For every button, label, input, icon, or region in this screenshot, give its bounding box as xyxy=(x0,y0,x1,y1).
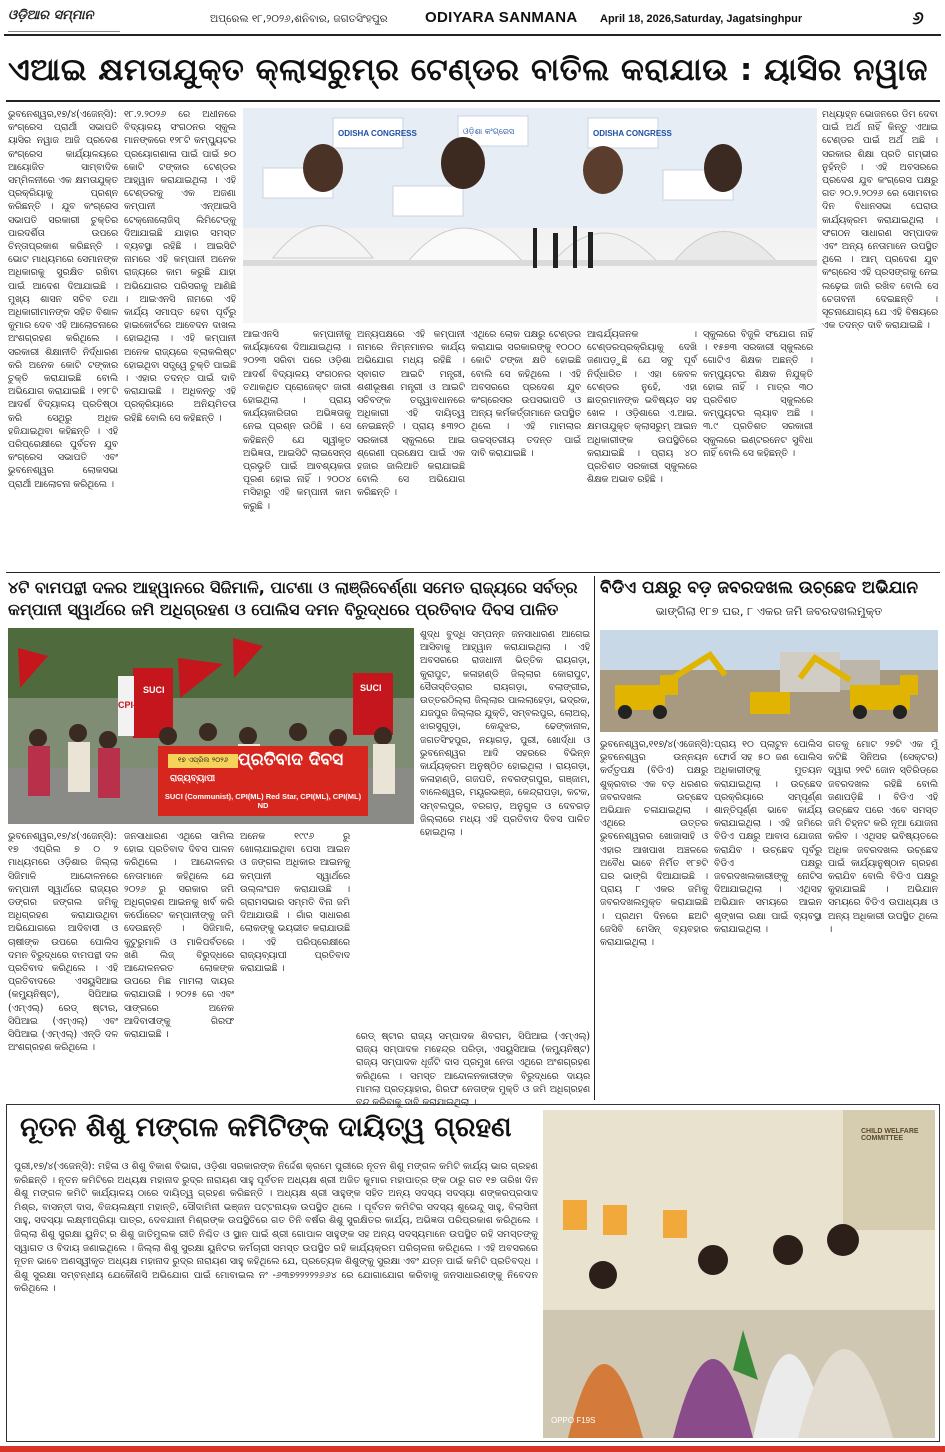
story4-headline: ନୂତନ ଶିଶୁ ମଙ୍ଗଳ କମିଟିଙ୍କ ଦାୟିତ୍ୱ ଗ୍ରହଣ xyxy=(20,1112,512,1143)
story3-col1 xyxy=(600,738,714,1098)
story1-col6-text: ଆଶ୍ଚର୍ଯ୍ୟଜନକ । ଟେଣ୍ଡରପ୍ରକ୍ରିୟାକୁ ଦେଖି ଜଣାପଡ଼ୁଛି ଯେ ସବୁ ପୂର୍ବ ନିର୍ଦ୍ଧାରିତ । ଏହା କେବଳ ଟେଣ୍ଡର ନୁହେଁ, ଏହା ଛାତ୍ରମାନଙ୍କ ଭବିଷ୍ୟତ ସହ ଖେଳ । ଓଡ଼ିଶାରେ ଏ.ଆଇ. କ୍ଷମତାଯୁକ୍ତ କ୍ଲାସରୁମ୍ ଆଇନ ଅଧିକାରୀଙ୍କ ଉପସ୍ଥିତିରେ କରାଯାଇଛି । ପ୍ରାୟ ୪୦ ପ୍ରତିଶତ ସରକାରୀ ସ୍କୁଲରେ ଶିକ୍ଷକ ଅଭାବ ରହିଛି । xyxy=(587,329,697,486)
story3-col3 xyxy=(828,738,938,1098)
story1-col1-text: ଭୁବନେଶ୍ୱର,୧୭/୪(ଏଜେନ୍ସି): କଂଗ୍ରେସ ପ୍ରାର୍ଥୀ ସଭାପତି ୟାସିର ନୱାଜ ଆଜି ପ୍ରଦେଶ କଂଗ୍ରେସ କାର୍ଯ୍ୟାଳୟରେ ଆୟୋଜିତ ସାମ୍ବାଦିକ ସମ୍ମିଳନୀରେ ଏକ କ୍ଷମତାଯୁକ୍ତ ପ୍ରକ୍ରିୟାକୁ ପ୍ରଶ୍ନ କରିଛନ୍ତି । ଯୁବ କଂଗ୍ରେସ ସଭାପତି ସରକାରୀ ଚୁକ୍ତିର ପାରଦର୍ଶିତା ଉପରେ ଚିନ୍ତାପ୍ରକାଶ କରିଛନ୍ତି । ଭୋଟ ମାଧ୍ୟମରେ ସେମାନଙ୍କ ଅଧିକାରକୁ ସୁରକ୍ଷିତ ରଖିବା ପାଇଁ ଆଦେଶ ଦିଆଯାଇଛି । ମୁଖ୍ୟ ଶାସନ ସଚିବ ତଥା ଅଧିକାରୀମାନଙ୍କ ସହିତ ବିଶାଳ କୁମାର ଦେବ ଏହି ଆଲୋଚନାରେ ଅଂଶଗ୍ରହଣ କରିଥିଲେ । ସରକାରୀ ଶିକ୍ଷାନୀତି ନିର୍ଦ୍ଧାରଣ କରି ଅନେକ କୋଟି ଟଙ୍କାର ଚୁକ୍ତି କରାଯାଇଛି ବୋଲି ଅଭିଯୋଗ କରାଯାଇଛି । ୧୨୮ଟି ଆଦର୍ଶ ବିଦ୍ୟାଳୟ ପ୍ରତିଷ୍ଠା କରି ସେଥିରୁ ଅଧିକ ହଜିଯାଇଥିବା କହିଛନ୍ତି । ଏହି ପରିପ୍ରେକ୍ଷୀରେ ପୁର୍ବତନ ଯୁବ କଂଗ୍ରେସ ସଭାପତି ଏବଂ ଭୁବନେଶ୍ୱର ଲୋକସଭା ପ୍ରାର୍ଥୀ ଆଲୋଚନା କରିଥିଲେ । xyxy=(8,109,118,490)
protest-banner-date: ୧୭ ଏପ୍ରିଲ ୨୦୨୬ xyxy=(177,756,229,764)
story1-bottom-rule xyxy=(6,572,940,573)
story1-headline-rule xyxy=(6,100,940,102)
story1-col5-text: ଏଥିରେ ଲୋକ ପକ୍ଷରୁ ଟେଣ୍ଡର କରାଯାଇ ସରକାରଙ୍କୁ ୧୦୦୦ କୋଟି ଟଙ୍କା କ୍ଷତି ହୋଇଛି ବୋଲି ସେ କହିଥିଲେ । ଏହି ଅବସରରେ ପ୍ରଦେଶ ଯୁବ କଂଗ୍ରେସର ଉପସଭାପତି ଓ ଅନ୍ୟ କର୍ମକର୍ତ୍ତାମାନେ ଉପସ୍ଥିତ ଥିଲେ । ଏହି ମାମଲାର ଉଚ୍ଚସ୍ତରୀୟ ତଦନ୍ତ ପାଇଁ ଦାବି କରାଯାଇଛି । xyxy=(471,329,581,459)
story1-col8 xyxy=(822,108,938,568)
story1-col4 xyxy=(357,328,465,568)
story2-col5 xyxy=(356,1030,590,1109)
story3-col2 xyxy=(714,738,822,1098)
congress-banner-text-1: ODISHA CONGRESS xyxy=(338,129,417,138)
protest-rally-photo xyxy=(8,628,414,824)
story1-col2 xyxy=(124,108,236,568)
committee-illustration xyxy=(543,1110,935,1438)
story4-body xyxy=(14,1160,538,1436)
story1-col8-text: ମଧ୍ୟାହ୍ନ ଭୋଜନରେ ଡିମ ଦେବା ପାଇଁ ଅର୍ଥ ନାହିଁ କିନ୍ତୁ ଏଆଇ ଟେଣ୍ଡର ପାଇଁ ଅର୍ଥ ଅଛି । ସରକାର ଶିକ୍ଷା ପ୍ରତି ଗମ୍ଭୀର ନୁହଁନ୍ତି । ଏହି ଅବସରରେ ପ୍ରଦେଶ ଯୁବ କଂଗ୍ରେସ ପକ୍ଷରୁ ଗତ ୨୦.୨.୨୦୨୬ ରେ ସୋମବାର ଦିନ ବିଧାନସଭା ଘେରାଉ କାର୍ଯ୍ୟକ୍ରମ କରାଯାଇଥିଲା । ସଂଗଠନ ସାଧାରଣ ସମ୍ପାଦକ ଏବଂ ଅନ୍ୟ ନେତାମାନେ ଉପସ୍ଥିତ ଥିଲେ । ଆମ୍ ପ୍ରଦେଶ ଯୁବ କଂଗ୍ରେସ ଏହି ପ୍ରସଙ୍ଗକୁ ନେଇ ଲଢ଼େଇ ଜାରି ରଖିବ ବୋଲି ସେ ଚେତାବନୀ ଦେଇଛନ୍ତି । ସୂଚନାଯୋଗ୍ୟ ଯେ ଏହି ବିଷୟରେ ଏକ ତଦନ୍ତ ଦାବି କରାଯାଇଛି । xyxy=(822,109,938,332)
committee-photo xyxy=(543,1110,935,1438)
story3-col2-text: ପ୍ରାୟ ୧୦ ପ୍ଲାଟୁନ ପୋଲିସ ଫୋର୍ସ ସହ ୫୦ ଜଣ ପୋଲିସ ଅଧିକାରୀଙ୍କୁ ମୁତୟନ କରାଯାଇଥିଲା । ଉଚ୍ଛେଦ ପ୍ରକ୍ରିୟାରେ ସମ୍ପୂର୍ଣ୍ଣ ଶାନ୍ତିପୂର୍ଣ୍ଣ ଭାବେ କାର୍ଯ୍ୟ କରାଯାଇଥିଲା । ଏହି ଜମିରେ ବିଡିଏ ପକ୍ଷରୁ ଆବାସ ଯୋଜନା କରାଯିବ । ଉଚ୍ଛେଦ ପୂର୍ବରୁ ବିଡିଏ ପକ୍ଷରୁ ଜବରଦଖଲକାରୀଙ୍କୁ ନୋଟିସ ଦିଆଯାଇଥିଲା । ଏଥିସହ ଅଭିଯାନ ସମୟରେ ଆଇନ ଶୃଙ୍ଖଳା ରକ୍ଷା ପାଇଁ ବ୍ୟବସ୍ଥା କରାଯାଇଥିଲା । xyxy=(714,739,822,935)
story2-col4 xyxy=(240,830,350,1098)
story1-col7 xyxy=(703,328,813,568)
press-conference-photo xyxy=(243,108,817,323)
congress-banner-text-3: ODISHA CONGRESS xyxy=(593,129,672,138)
footer-accent-bar xyxy=(0,1446,945,1452)
story3-subheadline: ଭାଙ୍ଗିଲା ୧୮୭ ଘର, ୮ ଏକର ଜମି ଜବରଦଖଲମୁକ୍ତ xyxy=(655,604,883,618)
story1-col6 xyxy=(587,328,697,568)
rally-flag-3 xyxy=(360,683,382,693)
story1-col3-text: ଆଇଏନସି କମ୍ପାନୀକୁ କାର୍ଯ୍ୟାଦେଶ ଦିଆଯାଇଥିଲା । ୨୦୨୩ ସରିବା ପରେ ଓଡ଼ିଶା ଆଦର୍ଶ ବିଦ୍ୟାଳୟ ସଂଗଠନର ତଥାକଥିତ ପ୍ରୋଜେକ୍ଟ ଜାରୀ ହୋଇଥିଲା । ପ୍ରାୟ କାର୍ଯ୍ୟକାରିତାର ଅଭିଜ୍ଞତାକୁ ନେଇ ପ୍ରଶ୍ନ ଉଠିଛି । ସେ କହିଛନ୍ତି ଯେ ସ୍ୱୀକୃତ ଅଭିଜ୍ଞତା, ଆଇସିଟି ଲାଇସେନ୍ସ ପ୍ରଭୃତି ପାଇଁ ଆବଶ୍ୟକତା ପୂରଣ ହୋଇ ନାହିଁ । ୨୦୦୪ ମସିହାରୁ ଏହି କମ୍ପାନୀ କାମ କରୁଛି । xyxy=(243,329,351,512)
story2-col1-text: ଶୁଦ୍ଧ ବୁଦ୍ଧି ସମ୍ପନ୍ନ ଜନସାଧାରଣ ଆଗେଇ ଆସିବାକୁ ଆହ୍ୱାନ କରାଯାଇଥିଲା । ଏହି ଅବସରରେ ରାଜଧାନୀ ଭିତ୍ତିକ ରାୟଗଡ଼ା, କୁରାପୁଟ, କଳାହାଣ୍ଡି ଜିଲ୍ଲାର କୋରାପୁଟ, ସୈତାସ୍ତିଡ୍ରାର ରାୟଗଡ଼ା, ବଲାଙ୍ଗୀର, ଉତ୍ତରଠିଲ୍ଲା ଜିଲ୍ଲାର ପାଲଲାହେଡ଼ା, ଭଦ୍ରକ, ଯଜପୁର ଜିଲ୍ଲାର ଯୁକ୍ତି, ସମ୍ବଲପୁର, ଲୋଅର୍, ଝାରସୁଗୁଡ଼ା, କେନ୍ଦୁଝର, ଢେଙ୍କାନାଳ, ଜଗତସିଂହପୁର, ନୟାଗଡ଼, ପୁରୀ, ଖୋର୍ଦ୍ଧା ଓ ଭୁବନେଶ୍ୱର ଆଦି ସହରରେ ବିଭିନ୍ନ କାର୍ଯ୍ୟକ୍ରମ ଅନୁଷ୍ଠିତ ହୋଇଥିଲା । ରାୟଗଡ଼ା, କଳାହାଣ୍ଡି, ଗଜପତି, ନବରଙ୍ଗପୁର, ଗଞ୍ଜାମ, ବାଲେଶ୍ୱର, ମୟୂରଭଞ୍ଜ, କେନ୍ଦ୍ରାପଡ଼ା, କଟକ, ସମ୍ବଲପୁର, ବରଗଡ଼, ଅନୁଗୁଳ ଓ ଦେବଗଡ଼ ଜିଲ୍ଲାରେ ମଧ୍ୟ ଏହି ପ୍ରତିବାଦ ଦିବସ ପାଳିତ ହୋଇଥିଲା । xyxy=(420,629,590,839)
congress-banner-text-2: ଓଡ଼ିଶା କଂଗ୍ରେସ xyxy=(463,127,515,136)
header-date-odia: ଅପ୍ରେଲ ୧୮,୨୦୨୬,ଶନିବାର, ଜଗତସିଂହପୁର xyxy=(210,13,388,25)
story2-col2-text: ଭୁବନେଶ୍ୱର,୧୭/୪(ଏଜେନ୍ସି): ୧୭ ଏପ୍ରିଲ ୭ ୦ ୨ ମାଧ୍ୟମରେ ଓଡ଼ିଶାର ଜିଲ୍ଲା ସିଜିମାଳି ଆନ୍ଦୋଳନରେ କମ୍ପାନୀ ସ୍ୱାର୍ଥରେ ରାଜ୍ୟର ଡଙ୍ଗର ଜଙ୍ଗଲ ଜମିକୁ ଅଧିଗ୍ରହଣ କରାଯାଉଥିବା ଅଭିଯୋଗରେ ଆଦିବାସୀ ଓ ଚାଷୀଙ୍କ ଉପରେ ପୋଲିସ ଦମନ ବିରୁଦ୍ଧରେ ବାମପନ୍ଥୀ ଦଳ ପ୍ରତିବାଦ କରିଥିଲେ । ଏହି ପ୍ରତିବାଦରେ ଏସୟୁସିଆଇ (କମ୍ୟୁନିଷ୍ଟ), ସିପିଆଇ (ଏମ୍‌ଏଲ୍) ରେଡ୍ ଷ୍ଟାର, ସିପିଆଇ (ଏମ୍‌ଏଲ୍) ଏବଂ ସିପିଆଇ (ଏମ୍‌ଏଲ୍) ଏନ୍‌ଡି ଦଳ ଅଂଶଗ୍ରହଣ କରିଥିଲେ । xyxy=(8,831,118,1054)
story2-col4-text: ଅନେକ ୧୯୯୬ ରୁ ଖୋଲାଯାଇଥିବା ପେସା ଆଇନ ଓ ଜଙ୍ଗଲ ଅଧିକାର ଆଇନକୁ କମ୍ପାନୀ ସ୍ୱାର୍ଥରେ ଉଲ୍ଲଂଘନ କରାଯାଉଛି । ଗ୍ରାମସଭାର ସମ୍ମତି ବିନା ଜମି ଦିଆଯାଉଛି । ଗାଁର ସାଧାରଣ ଲୋକଙ୍କୁ ଭୟଭୀତ କରାଯାଉଛି । ଏହି ପରିପ୍ରେକ୍ଷୀରେ ରାଜ୍ୟବ୍ୟାପୀ ପ୍ରତିବାଦ କରାଯାଇଛି । xyxy=(240,831,350,975)
story1-col2-text: ୧୮.୨.୨୦୨୬ ରେ ଅଧୀନରେ ବିଦ୍ୟାଳୟ ସଂଗଠନର ସ୍କୁଲ ମାନଙ୍କରେ ୧୨୮ଟି କମ୍ପ୍ୟୁଟର ପ୍ରୟୋଗଶାଳା ପାଇଁ ପାଇଁ ୭୦ କୋଟି ଟଙ୍କାର ଟେଣ୍ଡର ଆହ୍ୱାନ କରାଯାଇଥିଲା । ଏହି ଟେଣ୍ଡରକୁ ଏକ ଅଜଣା କମ୍ପାନୀ ଏନ୍‌ଆଇସି ଟେକ୍ନୋଲୋଜିସ୍ ଲିମିଟେଡ୍‌କୁ ଦିଆଯାଇଛି ଯାହାର ସମସ୍ତ ବ୍ୟବସ୍ଥା ରହିଛି । ଆଇସିଟି ନାମରେ ଏହି କମ୍ପାନୀ ଅନେକ ରାଜ୍ୟରେ କାମ କରୁଛି ଯାହା ଅଭିଯୋଗର ପରିସରକୁ ଆଣିଛି । ଆଇଏନସି ନାମରେ ଏହି କାର୍ଯ୍ୟ ସମାପ୍ତ ହେବା ପୂର୍ବରୁ ହାଇକୋର୍ଟରେ ଆବେଦନ ଦାଖଲ ହୋଇଥିଲା । ଏହି କମ୍ପାନୀ ଅନେକ ରାଜ୍ୟରେ ବ୍ଲାକଲିଷ୍ଟ ହୋଇଥିବା ସତ୍ତ୍ୱେ ଚୁକ୍ତି ପାଇଛି । ଏହାର ତଦନ୍ତ ପାଇଁ ଦାବି କରାଯାଇଛି । ଅଧିକନ୍ତୁ ଏହି ପ୍ରକ୍ରିୟାରେ ଅନିୟମିତତା ରହିଛି ବୋଲି ସେ କହିଛନ୍ତି । xyxy=(124,109,236,424)
story2-col3-text: ଜନସାଧାରଣ ଏଥିରେ ସାମିଲ ହୋଇ ପ୍ରତିବାଦ ଦିବସ ପାଳନ କରିଥିଲେ । ଆନ୍ଦୋଳନର ନେତାମାନେ କହିଥିଲେ ଯେ ୨୦୨୬ ରୁ ସରକାର ଜମି ଅଧିଗ୍ରହଣ ଆଇନକୁ ଖର୍ବ କରି କର୍ପୋରେଟ କମ୍ପାନୀଙ୍କୁ ଜମି ଦେଉଛନ୍ତି । ସିଜିମାଳି, କୁଟୁରୁମାଳି ଓ ମାଳିପର୍ବତରେ ଖଣି ଲିଜ୍ ବିରୁଦ୍ଧରେ ଆନ୍ଦୋଳନରତ ଲୋକଙ୍କ ଉପରେ ମିଛ ମାମଲା ଦାୟର କରାଯାଉଛି । ୨୦୨୫ ରେ ଏବଂ ସାଙ୍ଗରେ ଅନେକ ଆଦିବାସୀଙ୍କୁ ଗିରଫ କରାଯାଇଛି । xyxy=(124,831,234,1041)
story2-col5-text: ରେଡ୍ ଷ୍ଟାର ରାଜ୍ୟ ସମ୍ପାଦକ ଶିବରାମ, ସିପିଆଇ (ଏମ୍‌ଏଲ୍) ରାଜ୍ୟ ସମ୍ପାଦକ ମହେନ୍ଦ୍ର ପରିଡ଼ା, ଏସୟୁସିଆଇ (କମ୍ୟୁନିଷ୍ଟ) ରାଜ୍ୟ ସମ୍ପାଦକ ଧୂର୍ଜଟି ଦାସ ପ୍ରମୁଖ ନେତା ଏଥିରେ ଅଂଶଗ୍ରହଣ କରିଥିଲେ । ସମସ୍ତ ଆନ୍ଦୋଳନକାରୀଙ୍କ ବିରୁଦ୍ଧରେ ଦାୟର ମାମଲା ପ୍ରତ୍ୟାହାର, ଗିରଫ ନେତାଙ୍କ ମୁକ୍ତି ଓ ଜମି ଅଧିଗ୍ରହଣ ବନ୍ଦ କରିବାକୁ ଦାବି କରାଯାଇଥିଲା । xyxy=(356,1031,590,1109)
protest-banner-sub: ରାଜ୍ୟବ୍ୟାପୀ xyxy=(170,774,216,784)
press-conference-illustration xyxy=(243,108,817,323)
story3-col3-text: ଗତକୁ ମୋଟ ୨୭ଟି ଏକ ମୁଁ କଟିଛି ସିନିଅର (ସେକ୍ଟର) ଦ୍ୱାରା ୨୧ଟି ଜୋନ ସ୍ତିରିଡ୍ରେ ଜବରଦଖଲ ରହିଛି ବୋଲି ଜଣାପଡ଼ିଛି । ବିଡିଏ ଏହି ଉଚ୍ଛେଦ ପରେ ଏବେ ସମସ୍ତ ଜମି ଚିହ୍ନଟ କରି ନୂଆ ଯୋଜନା କରିବ । ଏଥିସହ ଭବିଷ୍ୟତରେ ଅଧିକ ଜବରଦଖଲ ଉଚ୍ଛେଦ ପାଇଁ କାର୍ଯ୍ୟାନୁଷ୍ଠାନ ଗ୍ରହଣ କରାଯିବ ବୋଲି ବିଡିଏ ପକ୍ଷରୁ କୁହାଯାଇଛି । ଅଭିଯାନ ସମୟରେ ବିଡିଏ ଉପାଧ୍ୟକ୍ଷ ଓ ଅନ୍ୟ ଅଧିକାରୀ ଉପସ୍ଥିତ ଥିଲେ । xyxy=(828,739,938,935)
story1-col4-text: ଅନ୍ୟପକ୍ଷରେ ଏହି କମ୍ପାନୀ ନାମରେ ନିମ୍ନମାନର କାର୍ଯ୍ୟ ଅଭିଯୋଗ ମଧ୍ୟ ରହିଛି । ସ୍ବାଗତ ଆଇଟି ମନ୍ତ୍ରୀ, ଶଶୀଭୂଷଣ ମନ୍ତ୍ରୀ ଓ ଆଇଟି ସଚିବଙ୍କ ତତ୍ତ୍ୱାବଧାନରେ ଅଧିକାରୀ ଏହି ଦାୟିତ୍ୱ ନେଇଛନ୍ତି । ପ୍ରାୟ ୫୩୨୦ ସରକାରୀ ସ୍କୁଲରେ ଆଇ ଶ୍ରେଣୀ ପ୍ରକ୍ଷେପ ପାଇଁ ଏକ ହଜାର ଜାଲିଆତି କରାଯାଇଛି ବୋଲି ସେ ଅଭିଯୋଗ କରିଛନ୍ତି । xyxy=(357,329,465,499)
svg-text:SUCI: SUCI xyxy=(360,683,382,693)
story-divider-vertical xyxy=(594,576,595,1100)
camera-watermark: OPPO F19S xyxy=(551,1416,596,1425)
header-rule xyxy=(4,34,941,36)
masthead-logo: ଓଡ଼ିଆର ସମ୍ମାନ xyxy=(8,8,120,32)
protest-banner-parties: SUCI (Communist), CPI(ML) Red Star, CPI(ML), CPI(ML) ND xyxy=(164,792,362,810)
header-date-en: April 18, 2026,Saturday, Jagatsinghpur xyxy=(600,13,803,25)
rally-flag-2 xyxy=(118,700,149,710)
story2-headline-line2: କମ୍ପାନୀ ସ୍ୱାର୍ଥରେ ଜମି ଅଧିଗ୍ରହଣ ଓ ପୋଲିସ ଦମନ ବିରୁଦ୍ଧରେ ପ୍ରତିବାଦ ଦିବସ ପାଳିତ xyxy=(8,600,559,619)
story2-headline-line1: ୪ଟି ବାମପନ୍ଥୀ ଦଳର ଆହ୍ୱାନରେ ସିଜିମାଳି, ପାଟଣା ଓ ଲାଞ୍ଜିବେର୍ଣ୍ଣା ସମେତ ରାଜ୍ୟରେ ସର୍ବତ୍ର xyxy=(8,578,578,597)
committee-wall-sign: CHILD WELFARE COMMITTEE xyxy=(861,1128,919,1142)
story2-col2 xyxy=(8,830,118,1098)
story1-col5 xyxy=(471,328,581,568)
story1-col1 xyxy=(8,108,118,568)
header-title: ODIYARA SANMANA xyxy=(425,9,578,26)
story3-headline: ବିଡିଏ ପକ୍ଷରୁ ବଡ଼ ଜବରଦଖଲ ଉଚ୍ଛେଦ ଅଭିଯାନ xyxy=(600,578,919,598)
svg-text:SUCI: SUCI xyxy=(143,685,165,695)
story2-col3 xyxy=(124,830,234,1098)
protest-banner-main: ପ୍ରତିବାଦ ଦିବସ xyxy=(238,750,344,770)
page-number: ୬ xyxy=(912,8,924,29)
story1-col3 xyxy=(243,328,351,568)
rally-flag-1 xyxy=(143,685,165,695)
story4-body-text: ପୁରୀ,୧୭/୪(ଏଜେନ୍ସି): ମହିଳା ଓ ଶିଶୁ ବିକାଶ ବିଭାଗ, ଓଡ଼ିଶା ସରକାରଙ୍କ ନିର୍ଦ୍ଦେଶ କ୍ରମେ ପୁରୀରେ ନୂତନ ଶିଶୁ ମଙ୍ଗଳ କମିଟି କାର୍ଯ୍ୟ ଭାର ଗ୍ରହଣ କରିଛନ୍ତି । ନୂତନ କମିଟିରେ ଅଧ୍ୟକ୍ଷ ମହାନାଦ ରୁଦ୍ର ନାରାୟଣ ସାହୁ ପୂର୍ବତନ ଅଧ୍ୟକ୍ଷ ଶ୍ରୀ ଅଜିତ କୁମାର ମହାପାତ୍ର ଙ୍କ ଠାରୁ ଗତ ୧୭ ତାରିଖ ଦିନ ଶିଶୁ ମଙ୍ଗଳ କମିଟି କାର୍ଯ୍ୟାଳୟ ଠାରେ ଦାୟିତ୍ୱ ଗ୍ରହଣ କରିଛନ୍ତି । ଅଧ୍ୟକ୍ଷ ଶ୍ରୀ ସାହୁଙ୍କ ସହିତ ଅନ୍ୟ ସଦସ୍ୟ ସଦସ୍ୟା ଶଙ୍କରପ୍ରସାଦ ମିଶ୍ର, ବାସନ୍ତୀ ଦାସ, ବିଜୟଲକ୍ଷ୍ମୀ ମହାନ୍ତି, ସୌଦାମିନୀ ଭଞ୍ଜନ ପଟ୍ଟନାୟକ ଉପସ୍ଥିତ ଥିଲେ । ପୂର୍ବତନ କମିଟିର ସଦସ୍ୟ ଶୁଭେନ୍ଦୁ ସାହୁ, ବିଲାସିନୀ ସାହୁ, ସଦସ୍ୟା ଲକ୍ଷ୍ମୀପ୍ରିୟା ପାତ୍ର, ଦେବଯାନୀ ମିଶ୍ରଙ୍କ ଉପସ୍ଥିତିରେ ଗତ ତିନି ବର୍ଷର ଶିଶୁ ସୁରକ୍ଷିତର କାର୍ଯ୍ୟ, ଅଭିଜ୍ଞତା ପରିପ୍ରକାଶ କରିଥିଲେ । ଜିଲ୍ଲା ଶିଶୁ ସୁରକ୍ଷା ୟୁନିଟ୍ ର ଶିଶୁ ଜାତିମୁଲକ ରୀତି ନିଶ୍ଚିତ ଓ ସ୍ଥାନ ପାଇଁ ଶ୍ରୀ ଗୋପାଳ ସାହୁଙ୍କ ସହ ଅନ୍ୟ ସଦସ୍ୟମାନେ ଉପସ୍ଥିତ ରହି ସମସ୍ତଙ୍କୁ ସ୍ୱାଗତ ଓ ବିଦାୟ ଜଣାଇଥିଲେ । ଜିଲ୍ଲା ଶିଶୁ ସୁରକ୍ଷା ୟୁନିଟର କର୍ମଚାରୀ ସମସ୍ତ ଉପସ୍ଥିତ ରହି କାର୍ଯ୍ୟକ୍ରମ ପରିଚାଳନା କରିଥିଲେ । ଏହି ଅବସରରେ ନୂତନ ଭାବେ ଅଣସ୍ୱୀକୃତ ଅଧ୍ୟକ୍ଷ ମହାନାଦ ରୁଦ୍ର ନାରାୟଣ ସାହୁ କହିଥିଲେ ଯେ, ପ୍ରତ୍ୟେକ ଶିଶୁଙ୍କୁ ସୁରକ୍ଷା ଏବଂ ଯତ୍ନ ପାଇଁ କମିଟି ପ୍ରତିବଦ୍ଧ । ଶିଶୁ ସୁରକ୍ଷା ସମ୍ବନ୍ଧୀୟ ଯେକୌଣସି ଅଭିଯୋଗ ପାଇଁ ମୋବାଇଲ ନଂ -୬୩୭୨୨୨୨୨୬୬୪ ରେ ଯୋଗାଯୋଗ କରିବାକୁ ଜନସାଧାରଣଙ୍କୁ ନିବେଦନ କରିଥିଲେ । xyxy=(14,1161,538,1295)
demolition-photo xyxy=(600,630,938,732)
story2-col1 xyxy=(420,628,590,1026)
story1-headline: ଏଆଇ କ୍ଷମତାଯୁକ୍ତ କ୍ଲାସରୁମ୍‌ର ଟେଣ୍ଡର ବାତିଲ କରାଯାଉ : ୟାସିର ନୱାଜ xyxy=(8,52,928,88)
svg-text:CPI-ML: CPI-ML xyxy=(118,700,149,710)
story1-col7-text: ସ୍କୁଲରେ ବିଜୁଳି ସଂଯୋଗ ନାହିଁ । ୧୫୭୩ ସରକାରୀ ସ୍କୁଲରେ ଗୋଟିଏ ଶିକ୍ଷକ ଅଛନ୍ତି । କମ୍ପ୍ୟୁଟର ଶିକ୍ଷକ ନିଯୁକ୍ତି ହୋଇ ନାହିଁ । ମାତ୍ର ୩୦ ପ୍ରତିଶତ ସ୍କୁଲରେ କମ୍ପ୍ୟୁଟର ଲ୍ୟାବ ଅଛି । ୩.୯ ପ୍ରତିଶତ ସରକାରୀ ସ୍କୁଲରେ ଇଣ୍ଟରନେଟ ସୁବିଧା ନାହିଁ ବୋଲି ସେ କହିଛନ୍ତି । xyxy=(703,329,813,459)
story3-col1-text: ଭୁବନେଶ୍ୱର,୧୧୭/୪(ଏଜେନ୍ସି): ଭୁବନେଶ୍ୱର ଉନ୍ନୟନ କର୍ତ୍ତୃପକ୍ଷ (ବିଡିଏ) ପକ୍ଷରୁ ଶୁକ୍ରବାର ଏକ ବଡ଼ ଧରଣର ଜବରଦଖଲ ଉଚ୍ଛେଦ ଅଭିଯାନ ଚଳାଯାଇଥିଲା । ଏଥିରେ ଉତ୍ତର ଭୁବନେଶ୍ୱରର ଖୋଜାସାହି ଓ ଏହାର ଆଖପାଖ ଅଞ୍ଚଳରେ ଅବୈଧ ଭାବେ ନିର୍ମିତ ୧୮୭ଟି ଘର ଭାଙ୍ଗି ଦିଆଯାଇଛି । ପ୍ରାୟ ୮ ଏକର ଜମିକୁ ଜବରଦଖଲମୁକ୍ତ କରାଯାଇଛି । ପ୍ରଥମ ଦିନରେ ଛଅଟି ଜେସିବି ମେସିନ୍ ବ୍ୟବହାର କରାଯାଇଥିଲା । xyxy=(600,739,714,949)
demolition-illustration xyxy=(600,630,938,732)
